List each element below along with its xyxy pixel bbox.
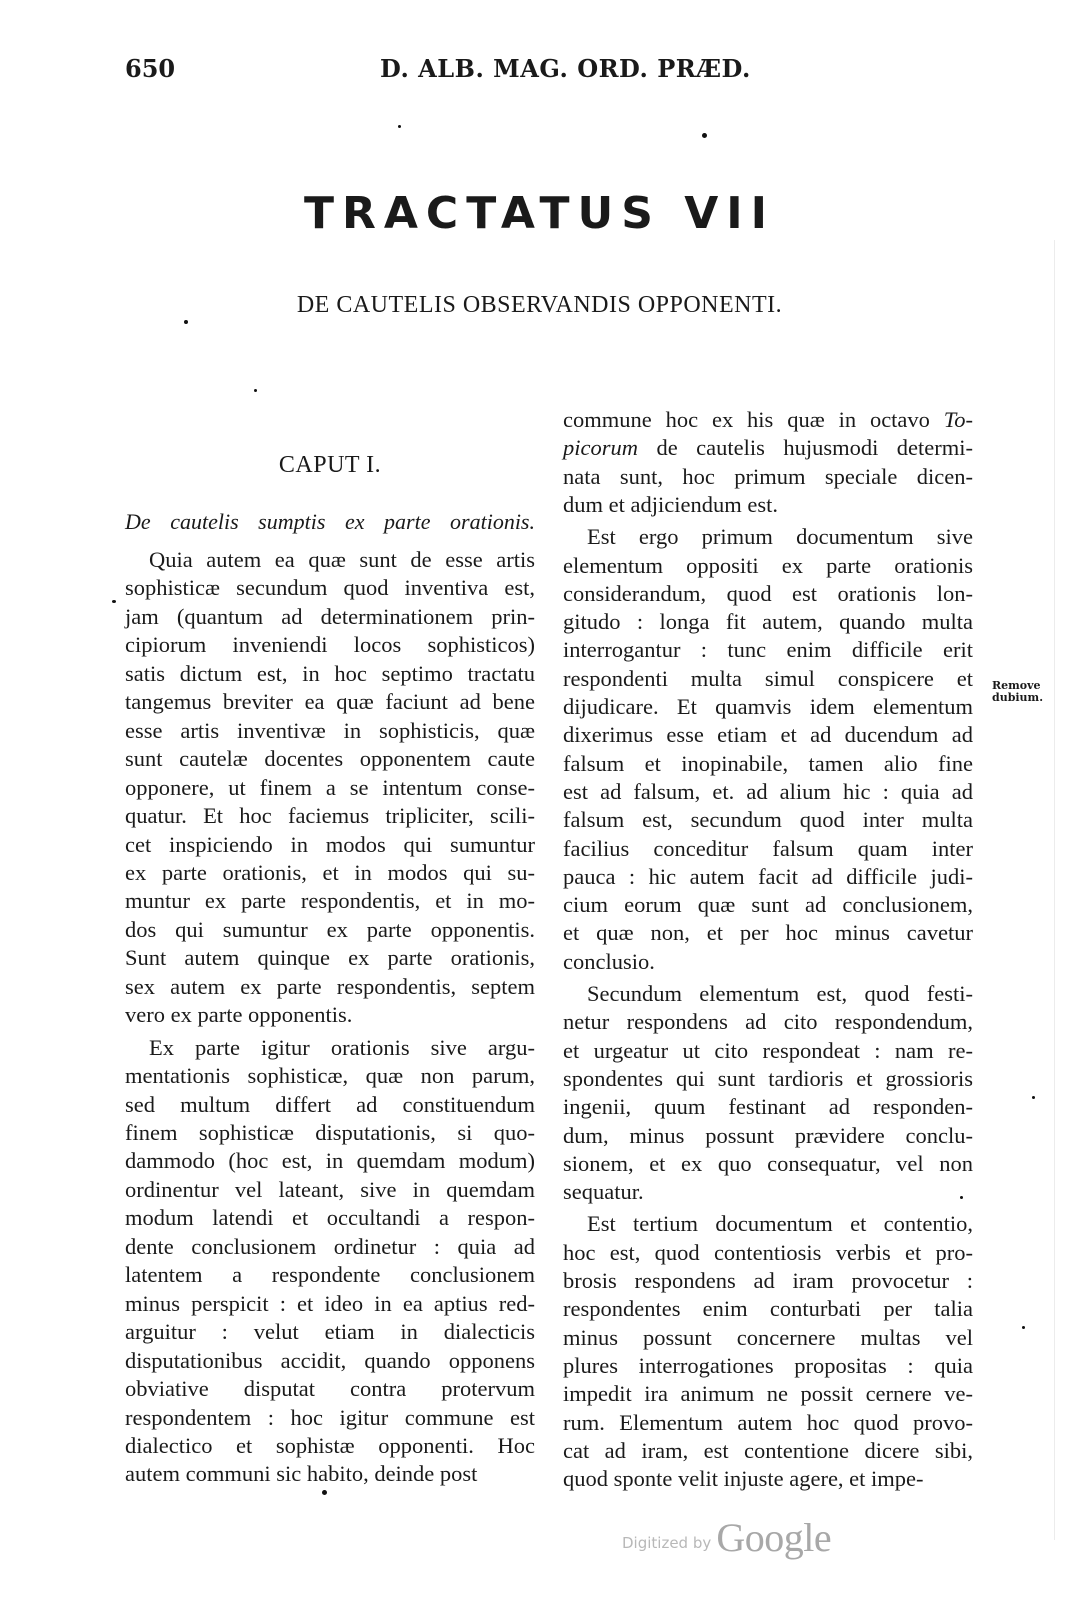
scan-speck	[398, 125, 401, 128]
scan-speck	[702, 133, 707, 138]
text-line: commune hoc ex his quæ in octavo To-	[563, 407, 973, 432]
text-line: gitudo : longa fit autem, quando multa	[563, 609, 973, 635]
text-line: ingenii, quum festinant ad responden-	[563, 1094, 973, 1120]
text-line: considerandum, quod est orationis lon-	[563, 580, 973, 606]
text-line: muntur ex parte respondentis, et in mo-	[125, 888, 535, 914]
text-line: Sunt autem quinque ex parte orationis,	[125, 945, 535, 971]
marginal-note	[992, 680, 1062, 704]
text-line: quatur. Et hoc faciemus tripliciter, scili-	[125, 803, 535, 829]
text-line: sequatur.	[563, 1179, 644, 1205]
text-line: esse artis inventivæ in sophisticis, quæ	[125, 717, 535, 743]
scan-speck	[960, 1196, 963, 1199]
text-line: picorum de cautelis hujusmodi determi-	[563, 435, 973, 461]
scan-speck	[112, 600, 116, 603]
chapter-heading: CAPUT I.	[278, 452, 382, 478]
text-line: sex autem ex parte respondentis, septem	[125, 973, 535, 999]
text-line: dialectico et sophistæ opponenti. Hoc	[125, 1432, 535, 1458]
marginal-note-line: Remove	[992, 679, 1041, 692]
text-line: hoc est, quod contentiosis verbis et pro-	[563, 1239, 973, 1265]
text-line: quod sponte velit injuste agere, et impe-	[563, 1466, 924, 1492]
text-line: cium eorum quæ sunt ad conclusionem,	[563, 892, 973, 918]
running-head: D. ALB. MAG. ORD. PRÆD.	[380, 54, 751, 83]
tractatus-title: TRACTATUS VII	[303, 188, 776, 239]
text-line: ex parte orationis, et in modos qui su-	[125, 859, 535, 885]
scan-speck	[1022, 1326, 1025, 1329]
scan-speck	[322, 1490, 327, 1495]
text-line: est ad falsum, et. ad alium hic : quia ad	[563, 778, 973, 804]
text-line: elementum oppositi ex parte orationis	[563, 552, 973, 578]
text-line: dum et adjiciendum est.	[563, 491, 778, 517]
text-line: ordinentur vel lateant, sive in quemdam	[125, 1176, 535, 1202]
text-line: netur respondens ad cito respondendum,	[563, 1009, 973, 1035]
scan-edge-line	[1054, 240, 1055, 1540]
text-line: falsum et inopinabile, tamen alio fine	[563, 750, 973, 776]
text-line: spondentes qui sunt tardioris et grossioris	[563, 1065, 973, 1091]
text-line: impedit ira animum ne possit cernere ve-	[563, 1381, 973, 1407]
text-line: et urgeatur ut cito respondeat : nam re-	[563, 1037, 973, 1063]
text-line: sunt cautelæ docentes opponentem caute	[125, 746, 535, 772]
text-line: interrogantur : tunc enim difficile erit	[563, 637, 973, 663]
text-line: arguitur : velut etiam in dialecticis	[125, 1319, 535, 1345]
text-line: opponere, ut finem a se intentum conse-	[125, 774, 535, 800]
text-line: cet inspiciendo in modos qui sumuntur	[125, 831, 535, 857]
text-line: mentationis sophisticæ, quæ non parum,	[125, 1063, 535, 1089]
text-line: et quæ non, et per hoc minus cavetur	[563, 920, 973, 946]
text-line: tangemus breviter ea quæ faciunt ad bene	[125, 689, 535, 715]
text-line: plures interrogationes propositas : quia	[563, 1352, 973, 1378]
text-line: jam (quantum ad determinationem prin-	[125, 603, 535, 629]
text-line: respondentem : hoc igitur commune est	[125, 1404, 535, 1430]
tractatus-subtitle: DE CAUTELIS OBSERVANDIS OPPONENTI.	[296, 292, 783, 318]
text-line: Est tertium documentum et contentio,	[587, 1211, 973, 1237]
text-line: dos qui sumuntur ex parte opponentis.	[125, 916, 535, 942]
scan-speck	[254, 389, 257, 392]
text-line: nata sunt, hoc primum speciale dicen-	[563, 463, 973, 489]
page-number: 650	[125, 54, 176, 83]
text-line: sed multum differt ad constituendum	[125, 1091, 535, 1117]
text-line: modum latendi et occultandi a respon-	[125, 1205, 535, 1231]
text-line: sionem, et ex quo consequatur, vel non	[563, 1150, 973, 1176]
watermark-text: Digitized by	[622, 1534, 712, 1552]
google-logo: Google	[716, 1515, 832, 1560]
text-line: finem sophisticæ disputationis, si quo-	[125, 1120, 535, 1145]
watermark	[622, 1514, 831, 1561]
scan-speck	[184, 320, 188, 324]
text-line: respondentes enim conturbati per talia	[563, 1296, 973, 1322]
text-line: conclusio.	[563, 948, 655, 974]
text-line: latentem a respondente conclusionem	[125, 1262, 535, 1288]
text-line: vero ex parte opponentis.	[125, 1002, 353, 1028]
text-line: minus perspicit : et ideo in ea aptius red-	[125, 1290, 535, 1316]
text-line: dijudicare. Et quamvis idem elementum	[563, 694, 973, 719]
text-line: Secundum elementum est, quod festi-	[587, 981, 973, 1006]
text-line: obviative disputat contra protervum	[125, 1376, 535, 1402]
text-line: satis dictum est, in hoc septimo tractatu	[125, 660, 535, 686]
text-line: pauca : hic autem facit ad difficile judi-	[563, 863, 973, 889]
text-line: cipiorum inveniendi locos sophisticos)	[125, 632, 535, 658]
text-line: cat ad iram, est contentione dicere sibi,	[563, 1437, 973, 1463]
marginal-note-line: dubium.	[992, 691, 1044, 704]
text-line: dixerimus esse etiam et ad ducendum ad	[563, 722, 973, 748]
text-line: brosis respondens ad iram provocetur :	[563, 1268, 973, 1293]
text-line: respondenti multa simul conspicere et	[563, 665, 973, 691]
text-line: dente conclusionem ordinetur : quia ad	[125, 1233, 535, 1259]
text-line: Est ergo primum documentum sive	[587, 524, 973, 550]
text-line: minus possunt concernere multas vel	[563, 1324, 973, 1350]
chapter-subtitle: De cautelis sumptis ex parte orationis.	[125, 509, 535, 534]
scan-speck	[1032, 1096, 1035, 1099]
text-line: falsum est, secundum quod inter multa	[563, 807, 973, 833]
text-line: dammodo (hoc est, in quemdam modum)	[125, 1148, 535, 1174]
text-line: facilius conceditur falsum quam inter	[563, 835, 973, 861]
text-line: autem communi sic habito, deinde post	[125, 1461, 478, 1487]
text-line: rum. Elementum autem hoc quod provo-	[563, 1409, 973, 1435]
text-line: Quia autem ea quæ sunt de esse artis	[149, 547, 535, 572]
text-line: disputationibus accidit, quando opponens	[125, 1347, 535, 1373]
text-line: Ex parte igitur orationis sive argu-	[149, 1034, 535, 1060]
text-line: dum, minus possunt prævidere conclu-	[563, 1122, 973, 1148]
text-line: sophisticæ secundum quod inventiva est,	[125, 575, 535, 601]
